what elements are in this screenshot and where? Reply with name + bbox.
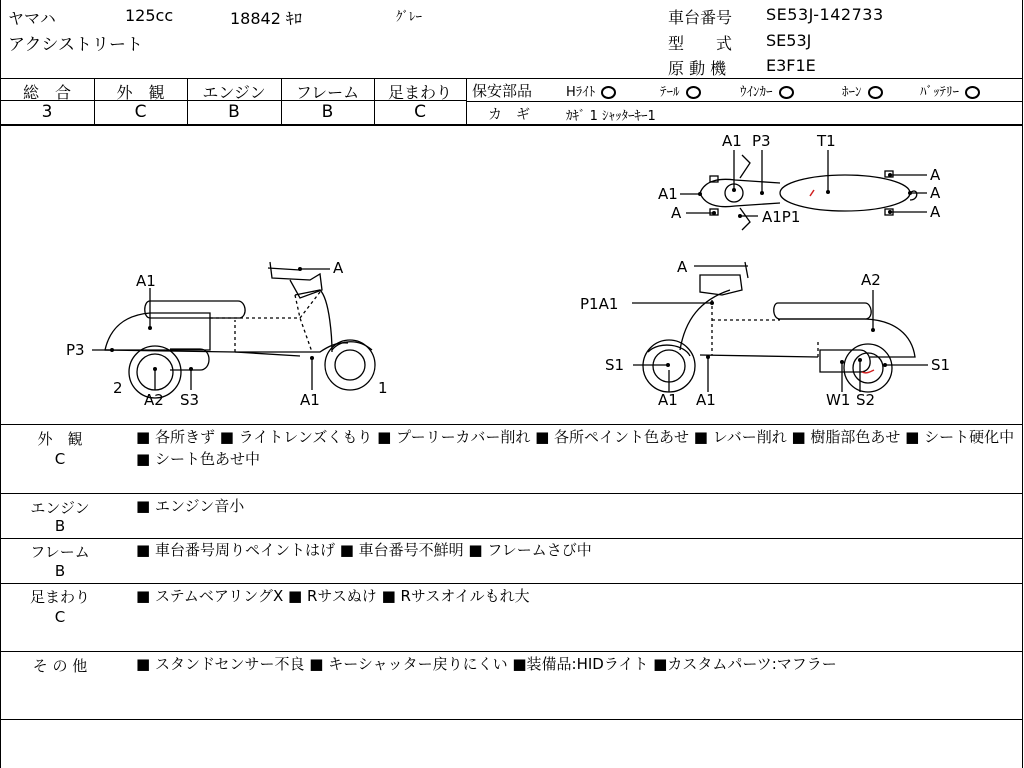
grade-value-frame: B [321, 102, 334, 122]
diagram-label: A1 [300, 391, 320, 409]
grade-col-divider [466, 78, 467, 124]
divider-header [0, 78, 1023, 79]
safety-item-name: Hﾗｲﾄ [566, 85, 596, 100]
diagram-label: A [930, 166, 941, 184]
safety-item-headlight [566, 81, 616, 100]
diagram-label: P3 [752, 132, 771, 150]
grade-value-total: 3 [41, 102, 53, 122]
diagram-label: S1 [605, 356, 625, 374]
diagram-label: A1 [136, 272, 156, 290]
safety-item-winker [740, 81, 794, 100]
type-value: SE53J [766, 31, 812, 50]
diagram-label: T1 [817, 132, 836, 150]
displacement: 125cc [125, 6, 174, 25]
section-frame-text: ■ 車台番号周りペイントはげ ■ 車台番号不鮮明 ■ フレームさび中 [136, 541, 592, 559]
diagram-label: A2 [144, 391, 164, 409]
frame-right-border [1022, 0, 1023, 768]
section-frame-label: フレーム [30, 543, 90, 561]
diagram-label: W1 [826, 391, 851, 409]
section-exterior-label: 外 観 [37, 430, 83, 448]
diagram-label: A [930, 184, 941, 202]
safety-label: 保安部品 [472, 82, 533, 100]
section-other-text: ■ スタンドセンサー不良 ■ キーシャッター戻りにくい ■装備品:HIDライト ■カスタムパーツ:マフラー [136, 655, 837, 673]
divider-diagram [0, 424, 1023, 425]
diagram-label: S1 [931, 356, 951, 374]
grade-header-engine: エンジン [202, 83, 266, 102]
grade-value-exterior: C [134, 102, 147, 122]
divider-section [0, 719, 1023, 720]
diagram-label: A1 [658, 391, 678, 409]
circle-mark-icon [779, 86, 794, 99]
scooter-diagram [0, 125, 1022, 424]
diagram-label: A [671, 204, 682, 222]
safety-item-name: ｳｲﾝｶｰ [740, 85, 773, 100]
section-exterior-text: ■ 各所きず ■ ライトレンズくもり ■ プーリーカバー削れ ■ 各所ペイント色あせ ■ レバー削れ ■ 樹脂部色あせ ■ シート硬化中 ■ シート色あせ中 [136, 428, 1015, 468]
diagram-label: P3 [66, 341, 85, 359]
mileage: 18842 ｷﾛ [230, 9, 302, 28]
engine-label: 原 動 機 [668, 59, 727, 78]
diagram-label: S2 [856, 391, 876, 409]
section-engine-text: ■ エンジン音小 [136, 497, 245, 515]
frame-no-label: 車台番号 [668, 8, 733, 27]
section-exterior-grade: C [54, 450, 66, 468]
safety-item-name: ﾃｰﾙ [660, 85, 680, 100]
safety-item-tail [660, 81, 701, 100]
grade-header-exterior: 外 観 [116, 83, 165, 102]
scooter-top-view [680, 150, 927, 230]
divider-section [0, 493, 1023, 494]
circle-mark-icon [868, 86, 883, 99]
circle-mark-icon [686, 86, 701, 99]
circle-mark-icon [601, 86, 616, 99]
safety-item-name: ﾊﾞｯﾃﾘｰ [920, 85, 959, 100]
color: ｸﾞﾚｰ [396, 10, 422, 25]
grade-header-suspension: 足まわり [387, 83, 452, 102]
grade-header-total: 総 合 [22, 83, 71, 102]
diagram-label: 1 [378, 379, 388, 397]
grade-value-engine: B [228, 102, 240, 122]
safety-item-battery [920, 81, 980, 100]
key-value: ｶｷﾞ 1 ｼｬｯﾀｰｷｰ1 [566, 109, 656, 124]
type-label: 型 式 [668, 34, 733, 53]
diagram-label: A1P1 [762, 208, 801, 226]
section-engine-label: エンジン [30, 499, 90, 517]
scooter-right-view [632, 262, 928, 392]
section-frame-grade: B [54, 562, 66, 580]
diagram-label: A1 [658, 185, 678, 203]
section-other-label: そ の 他 [32, 657, 88, 675]
diagram-label: A1 [696, 391, 716, 409]
diagram-label: A [677, 258, 688, 276]
section-suspension-label: 足まわり [29, 588, 90, 606]
diagram-label: A [930, 203, 941, 221]
diagram-label: S3 [180, 391, 200, 409]
section-engine-grade: B [54, 517, 66, 535]
grade-value-suspension: C [414, 102, 426, 122]
section-suspension-grade: C [54, 608, 66, 626]
scooter-left-view [92, 262, 375, 398]
model-name: アクシストリート [8, 35, 143, 55]
grade-header-frame: フレーム [295, 83, 360, 102]
divider-section [0, 583, 1023, 584]
maker: ヤマハ [8, 9, 56, 28]
safety-item-name: ﾎｰﾝ [842, 85, 862, 100]
engine-value: E3F1E [766, 56, 816, 75]
diagram-label: A2 [861, 271, 881, 289]
diagram-label: A1 [722, 132, 742, 150]
section-suspension-text: ■ ステムベアリングX ■ Rサスぬけ ■ Rサスオイルもれ大 [136, 587, 530, 605]
diagram-label: A [333, 259, 344, 277]
divider-safety-row [466, 101, 1022, 102]
circle-mark-icon [965, 86, 980, 99]
diagram-label: 2 [113, 379, 123, 397]
divider-section [0, 651, 1023, 652]
frame-no-value: SE53J-142733 [766, 5, 884, 24]
safety-item-horn [842, 81, 883, 100]
diagram-label: P1A1 [580, 295, 619, 313]
key-label: カ ギ [488, 107, 530, 123]
